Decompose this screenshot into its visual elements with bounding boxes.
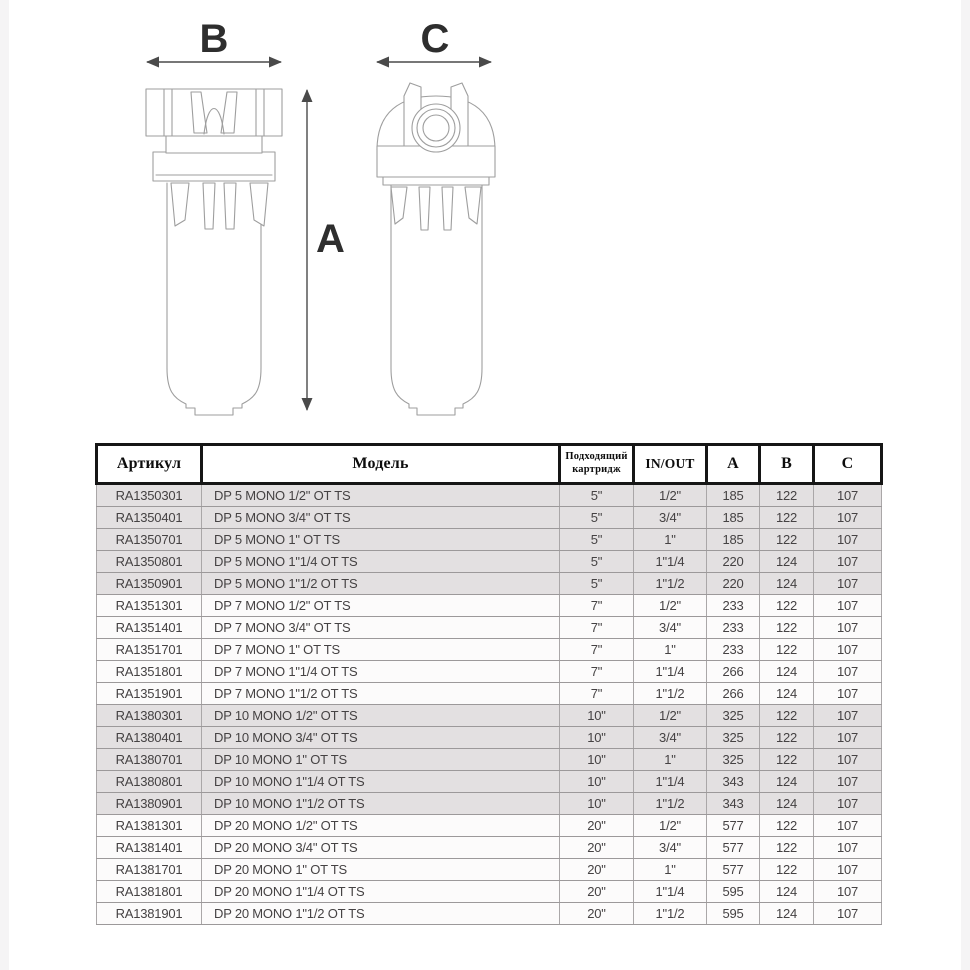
cell-a: 185 (707, 484, 760, 507)
column-header-a: A (707, 445, 760, 484)
cell-b: 124 (760, 793, 814, 815)
cell-in_out: 1"1/2 (634, 573, 707, 595)
cell-article: RA1351401 (97, 617, 202, 639)
cell-b: 122 (760, 859, 814, 881)
cell-b: 124 (760, 661, 814, 683)
cell-c: 107 (814, 771, 882, 793)
cell-in_out: 1" (634, 859, 707, 881)
cell-model: DP 20 MONO 1/2" OT TS (202, 815, 560, 837)
cell-b: 122 (760, 705, 814, 727)
cell-article: RA1381801 (97, 881, 202, 903)
cell-in_out: 1/2" (634, 484, 707, 507)
cell-article: RA1381901 (97, 903, 202, 925)
table-row (97, 749, 882, 771)
cell-model: DP 7 MONO 1"1/4 OT TS (202, 661, 560, 683)
cell-b: 124 (760, 551, 814, 573)
cell-article: RA1350701 (97, 529, 202, 551)
cell-b: 124 (760, 881, 814, 903)
cell-c: 107 (814, 727, 882, 749)
cell-in_out: 3/4" (634, 837, 707, 859)
cell-c: 107 (814, 749, 882, 771)
table-row (97, 815, 882, 837)
cell-cartridge: 10" (560, 749, 634, 771)
cell-article: RA1351701 (97, 639, 202, 661)
table-row (97, 837, 882, 859)
cell-b: 122 (760, 617, 814, 639)
cell-cartridge: 7" (560, 639, 634, 661)
table-row (97, 551, 882, 573)
cell-c: 107 (814, 837, 882, 859)
table-row (97, 727, 882, 749)
cell-model: DP 20 MONO 1"1/2 OT TS (202, 903, 560, 925)
cell-b: 122 (760, 507, 814, 529)
column-header-cartridge: Подходящий картридж (560, 445, 634, 484)
cell-article: RA1380901 (97, 793, 202, 815)
cell-model: DP 7 MONO 1"1/2 OT TS (202, 683, 560, 705)
cell-model: DP 5 MONO 1"1/2 OT TS (202, 573, 560, 595)
table-row (97, 771, 882, 793)
column-header-b: B (760, 445, 814, 484)
cell-a: 325 (707, 705, 760, 727)
cell-c: 107 (814, 573, 882, 595)
cell-a: 325 (707, 727, 760, 749)
cell-a: 595 (707, 881, 760, 903)
cell-article: RA1380301 (97, 705, 202, 727)
cell-model: DP 10 MONO 1" OT TS (202, 749, 560, 771)
cell-a: 595 (707, 903, 760, 925)
cell-cartridge: 5" (560, 484, 634, 507)
dimension-diagram (0, 0, 970, 440)
cell-a: 577 (707, 837, 760, 859)
cell-article: RA1351301 (97, 595, 202, 617)
cell-cartridge: 20" (560, 815, 634, 837)
cell-model: DP 7 MONO 1" OT TS (202, 639, 560, 661)
cell-b: 124 (760, 771, 814, 793)
column-header-article: Артикул (97, 445, 202, 484)
cell-b: 122 (760, 749, 814, 771)
cell-article: RA1380701 (97, 749, 202, 771)
cell-a: 577 (707, 815, 760, 837)
cell-model: DP 10 MONO 1/2" OT TS (202, 705, 560, 727)
front-view-drawing (146, 89, 282, 415)
cell-cartridge: 10" (560, 727, 634, 749)
cell-model: DP 7 MONO 1/2" OT TS (202, 595, 560, 617)
cell-model: DP 7 MONO 3/4" OT TS (202, 617, 560, 639)
cell-b: 124 (760, 683, 814, 705)
cell-in_out: 1" (634, 749, 707, 771)
cell-model: DP 10 MONO 1"1/2 OT TS (202, 793, 560, 815)
spec-table-body (97, 484, 882, 925)
cell-in_out: 1/2" (634, 815, 707, 837)
cell-article: RA1380801 (97, 771, 202, 793)
spec-table-header (97, 445, 882, 484)
table-row (97, 903, 882, 925)
column-header-in-out: IN/OUT (634, 445, 707, 484)
cell-model: DP 20 MONO 1"1/4 OT TS (202, 881, 560, 903)
cell-in_out: 1"1/4 (634, 771, 707, 793)
cell-cartridge: 7" (560, 595, 634, 617)
cell-cartridge: 20" (560, 859, 634, 881)
cell-c: 107 (814, 881, 882, 903)
cell-c: 107 (814, 639, 882, 661)
cell-c: 107 (814, 617, 882, 639)
cell-model: DP 5 MONO 1" OT TS (202, 529, 560, 551)
cell-in_out: 1"1/2 (634, 683, 707, 705)
cell-c: 107 (814, 903, 882, 925)
cell-in_out: 1"1/4 (634, 661, 707, 683)
dimension-a (307, 90, 345, 410)
cell-article: RA1350801 (97, 551, 202, 573)
cell-model: DP 20 MONO 1" OT TS (202, 859, 560, 881)
table-row (97, 507, 882, 529)
cell-article: RA1351801 (97, 661, 202, 683)
cell-article: RA1381701 (97, 859, 202, 881)
cell-b: 122 (760, 815, 814, 837)
dimension-c (377, 17, 491, 62)
cell-cartridge: 7" (560, 683, 634, 705)
dimension-b (147, 17, 281, 62)
cell-a: 233 (707, 639, 760, 661)
cell-a: 185 (707, 529, 760, 551)
cell-in_out: 1"1/2 (634, 903, 707, 925)
cell-cartridge: 7" (560, 661, 634, 683)
cell-article: RA1381301 (97, 815, 202, 837)
cell-c: 107 (814, 859, 882, 881)
cell-model: DP 10 MONO 3/4" OT TS (202, 727, 560, 749)
cell-a: 343 (707, 771, 760, 793)
table-row (97, 529, 882, 551)
table-row (97, 484, 882, 507)
dimension-label-a: A (316, 217, 345, 261)
cell-cartridge: 5" (560, 573, 634, 595)
cell-c: 107 (814, 661, 882, 683)
cell-a: 185 (707, 507, 760, 529)
cell-model: DP 10 MONO 1"1/4 OT TS (202, 771, 560, 793)
cell-a: 220 (707, 551, 760, 573)
cell-b: 122 (760, 837, 814, 859)
cell-model: DP 20 MONO 3/4" OT TS (202, 837, 560, 859)
cell-in_out: 1/2" (634, 705, 707, 727)
cell-cartridge: 10" (560, 771, 634, 793)
cell-cartridge: 5" (560, 551, 634, 573)
cell-cartridge: 10" (560, 793, 634, 815)
dimension-label-b: B (199, 17, 229, 61)
cell-article: RA1351901 (97, 683, 202, 705)
table-row (97, 639, 882, 661)
cell-in_out: 1" (634, 639, 707, 661)
table-row (97, 859, 882, 881)
cell-article: RA1381401 (97, 837, 202, 859)
cell-a: 233 (707, 617, 760, 639)
cell-cartridge: 20" (560, 837, 634, 859)
cell-a: 325 (707, 749, 760, 771)
cell-c: 107 (814, 683, 882, 705)
table-row (97, 705, 882, 727)
cell-b: 122 (760, 595, 814, 617)
cell-a: 266 (707, 661, 760, 683)
side-view-drawing (377, 83, 495, 415)
table-row (97, 793, 882, 815)
cell-a: 233 (707, 595, 760, 617)
column-header-model: Модель (202, 445, 560, 484)
dimension-label-c: C (420, 17, 450, 61)
table-row (97, 595, 882, 617)
cell-in_out: 1" (634, 529, 707, 551)
cell-article: RA1350401 (97, 507, 202, 529)
cell-c: 107 (814, 551, 882, 573)
cell-c: 107 (814, 815, 882, 837)
cell-a: 220 (707, 573, 760, 595)
cell-b: 122 (760, 484, 814, 507)
cell-in_out: 1"1/4 (634, 881, 707, 903)
table-row (97, 881, 882, 903)
cell-in_out: 1/2" (634, 595, 707, 617)
cell-model: DP 5 MONO 1/2" OT TS (202, 484, 560, 507)
cell-c: 107 (814, 484, 882, 507)
port-circle-outer (412, 104, 460, 152)
cell-model: DP 5 MONO 1"1/4 OT TS (202, 551, 560, 573)
filter-housing-drawing (0, 0, 970, 440)
cell-a: 266 (707, 683, 760, 705)
cell-b: 122 (760, 529, 814, 551)
cell-cartridge: 10" (560, 705, 634, 727)
cell-cartridge: 20" (560, 881, 634, 903)
cell-cartridge: 7" (560, 617, 634, 639)
table-row (97, 661, 882, 683)
cell-model: DP 5 MONO 3/4" OT TS (202, 507, 560, 529)
cell-in_out: 1"1/2 (634, 793, 707, 815)
cell-cartridge: 5" (560, 529, 634, 551)
cell-c: 107 (814, 529, 882, 551)
cell-article: RA1350301 (97, 484, 202, 507)
table-row (97, 683, 882, 705)
cell-in_out: 3/4" (634, 727, 707, 749)
cell-article: RA1350901 (97, 573, 202, 595)
cell-cartridge: 5" (560, 507, 634, 529)
cell-c: 107 (814, 595, 882, 617)
spec-table (95, 443, 883, 925)
cell-b: 124 (760, 573, 814, 595)
cell-a: 577 (707, 859, 760, 881)
cell-c: 107 (814, 793, 882, 815)
cell-b: 122 (760, 727, 814, 749)
cell-c: 107 (814, 507, 882, 529)
cell-b: 122 (760, 639, 814, 661)
table-row (97, 617, 882, 639)
cell-in_out: 1"1/4 (634, 551, 707, 573)
column-header-c: C (814, 445, 882, 484)
cell-in_out: 3/4" (634, 617, 707, 639)
cell-a: 343 (707, 793, 760, 815)
spec-table-container (95, 443, 880, 925)
cell-cartridge: 20" (560, 903, 634, 925)
cell-in_out: 3/4" (634, 507, 707, 529)
table-row (97, 573, 882, 595)
cell-b: 124 (760, 903, 814, 925)
cell-c: 107 (814, 705, 882, 727)
cell-article: RA1380401 (97, 727, 202, 749)
